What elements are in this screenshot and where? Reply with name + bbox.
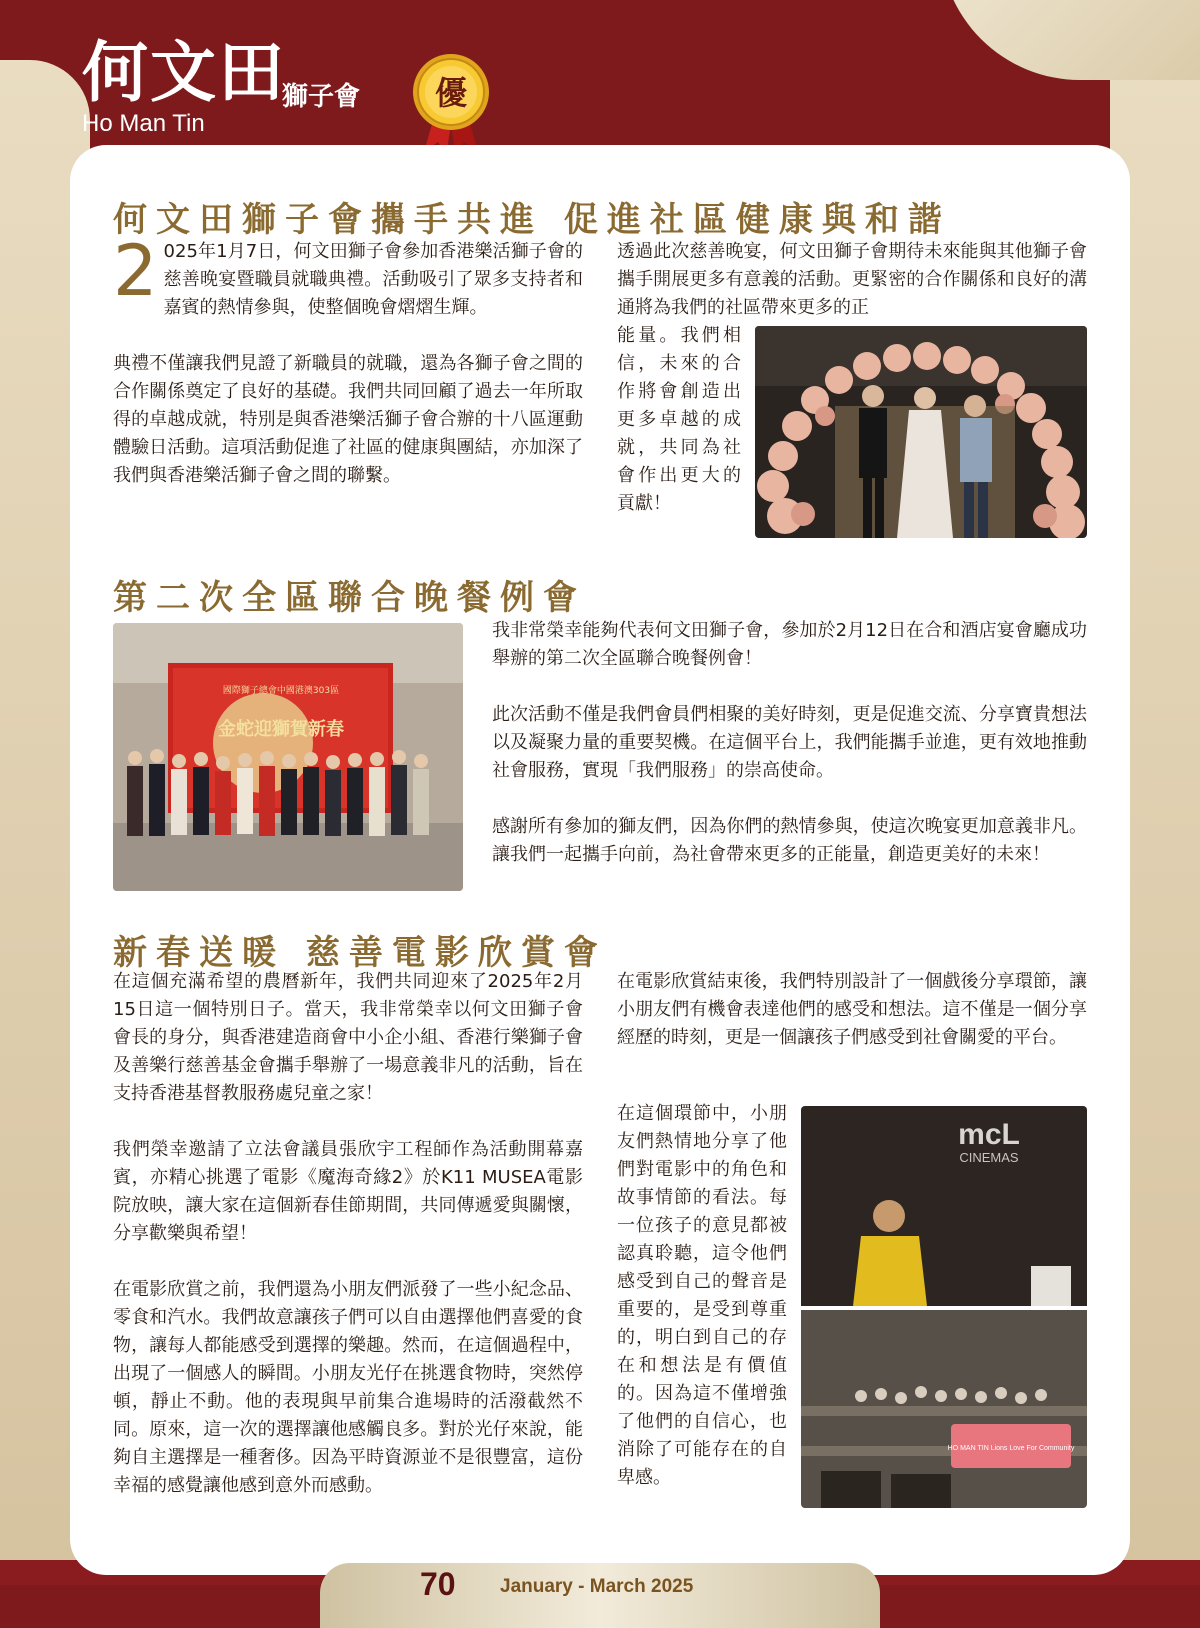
section-title-2: 第二次全區聯合晚餐例會 bbox=[113, 578, 586, 618]
section1-para-1: 025年1月7日，何文田獅子會參加香港樂活獅子會的慈善晚宴暨職員就職典禮。活動吸引了眾多支持者和嘉賓的熱情參與，使整個晚會熠熠生輝。 bbox=[163, 241, 583, 318]
section3-para-3: 在電影欣賞之前，我們還為小朋友們派發了一些小紀念品、零食和汽水。我們故意讓孩子們可以自由選擇他們喜愛的食物，讓每人都能感受到選擇的樂趣。然而，在這個過程中，出現了一個感人的瞬間。小朋友光仔在挑選食物時，突然停頓，靜止不動。他的表現與早前集合進場時的活潑截然不同。原來，這一次的選擇讓他感觸良多。對於光仔來說，能夠自主選擇是一種奢侈。因為平時資源並不是很豐富，這份幸福的感覺讓他感到意外而感動。 bbox=[113, 1279, 583, 1496]
section3-column-2-side: 在這個環節中，小朋友們熱情地分享了他們對電影中的角色和故事情節的看法。每一位孩子的意見都被認真聆聽，這令他們感受到自己的聲音是重要的，是受到尊重的，明白到自己的存在和想法是有價值的。因為這不僅增強了他們的自信心，也消除了可能存在的自卑感。 bbox=[617, 1103, 787, 1488]
section1-column-2-top: 透過此次慈善晚宴，何文田獅子會期待未來能與其他獅子會攜手開展更多有意義的活動。更緊密的合作關係和良好的溝通將為我們的社區帶來更多的正 bbox=[617, 241, 1087, 318]
section3-para-2: 我們榮幸邀請了立法會議員張欣宇工程師作為活動開幕嘉賓，亦精心挑選了電影《魔海奇緣2》於K11 MUSEA電影院放映，讓大家在這個新春佳節期間，共同傳遞愛與關懷，分享歡樂與希望！ bbox=[113, 1139, 583, 1244]
section1-column-1 bbox=[113, 230, 583, 490]
gala-photo bbox=[755, 326, 1087, 538]
section-title-1: 何文田獅子會攜手共進 促進社區健康與和諧 bbox=[113, 200, 951, 240]
banner-top-text: 國際獅子總會中國港澳303區 bbox=[222, 686, 340, 696]
page-number: 70 bbox=[420, 1566, 456, 1602]
section2-para-3: 感謝所有參加的獅友們，因為你們的熱情參與，使這次晚宴更加意義非凡。讓我們一起攜手向前，為社會帶來更多的正能量，創造更美好的未來！ bbox=[492, 816, 1087, 865]
club-title: 何文田 bbox=[82, 34, 286, 111]
club-title-suffix: 獅子會 bbox=[282, 82, 361, 112]
section3-column-2-top: 在電影欣賞結束後，我們特別設計了一個戲後分享環節，讓小朋友們有機會表達他們的感受和想法。這不僅是一個分享經歷的時刻，更是一個讓孩子們感受到社會關愛的平台。 bbox=[617, 971, 1087, 1048]
excellence-medal-icon bbox=[408, 52, 494, 156]
issue-date: January - March 2025 bbox=[500, 1576, 694, 1597]
section3-para-1: 在這個充滿希望的農曆新年，我們共同迎來了2025年2月15日這一個特別日子。當天，我非常榮幸以何文田獅子會會長的身分，與香港建造商會中小企小組、香港行樂獅子會及善樂行慈善基金會攜手舉辦了一場意義非凡的活動，旨在支持香港基督教服務處兒童之家！ bbox=[113, 971, 583, 1104]
section2-body bbox=[492, 617, 1087, 869]
medal-label: 優 bbox=[434, 74, 468, 112]
section1-column-2-side: 能量。我們相信，未來的合作將會創造出更多卓越的成就，共同為社會作出更大的貢獻！ bbox=[617, 325, 741, 514]
cinema-banner-text: HO MAN TIN Lions Love For Community bbox=[947, 1445, 1075, 1452]
section1-para-2: 典禮不僅讓我們見證了新職員的就職，還為各獅子會之間的合作關係奠定了良好的基礎。我們共同回顧了過去一年所取得的卓越成就，特別是與香港樂活獅子會合辦的十八區運動體驗日活動。這項活動促進了社區的健康與團結，亦加深了我們與香港樂活獅子會之間的聯繫。 bbox=[113, 353, 583, 486]
club-logo bbox=[82, 34, 361, 138]
section-title-3: 新春送暖 慈善電影欣賞會 bbox=[113, 933, 607, 973]
cinema-sign-sub: CINEMAS bbox=[959, 1150, 1019, 1165]
club-title-en: Ho Man Tin bbox=[82, 110, 205, 137]
banner-main-text: 金蛇迎獅賀新春 bbox=[218, 719, 344, 740]
section2-para-2: 此次活動不僅是我們會員們相聚的美好時刻，更是促進交流、分享寶貴想法以及凝聚力量的重要契機。在這個平台上，我們能攜手並進，更有效地推動社會服務，實現「我們服務」的崇高使命。 bbox=[492, 704, 1087, 781]
cinema-photo bbox=[801, 1106, 1087, 1508]
dropcap: 2 bbox=[113, 230, 158, 312]
section2-para-1: 我非常榮幸能夠代表何文田獅子會，參加於2月12日在合和酒店宴會廳成功舉辦的第二次全區聯合晚餐例會！ bbox=[492, 620, 1087, 669]
cinema-sign-text: mcL bbox=[958, 1118, 1020, 1151]
dinner-meeting-photo bbox=[113, 623, 463, 891]
section3-column-1 bbox=[113, 968, 583, 1500]
